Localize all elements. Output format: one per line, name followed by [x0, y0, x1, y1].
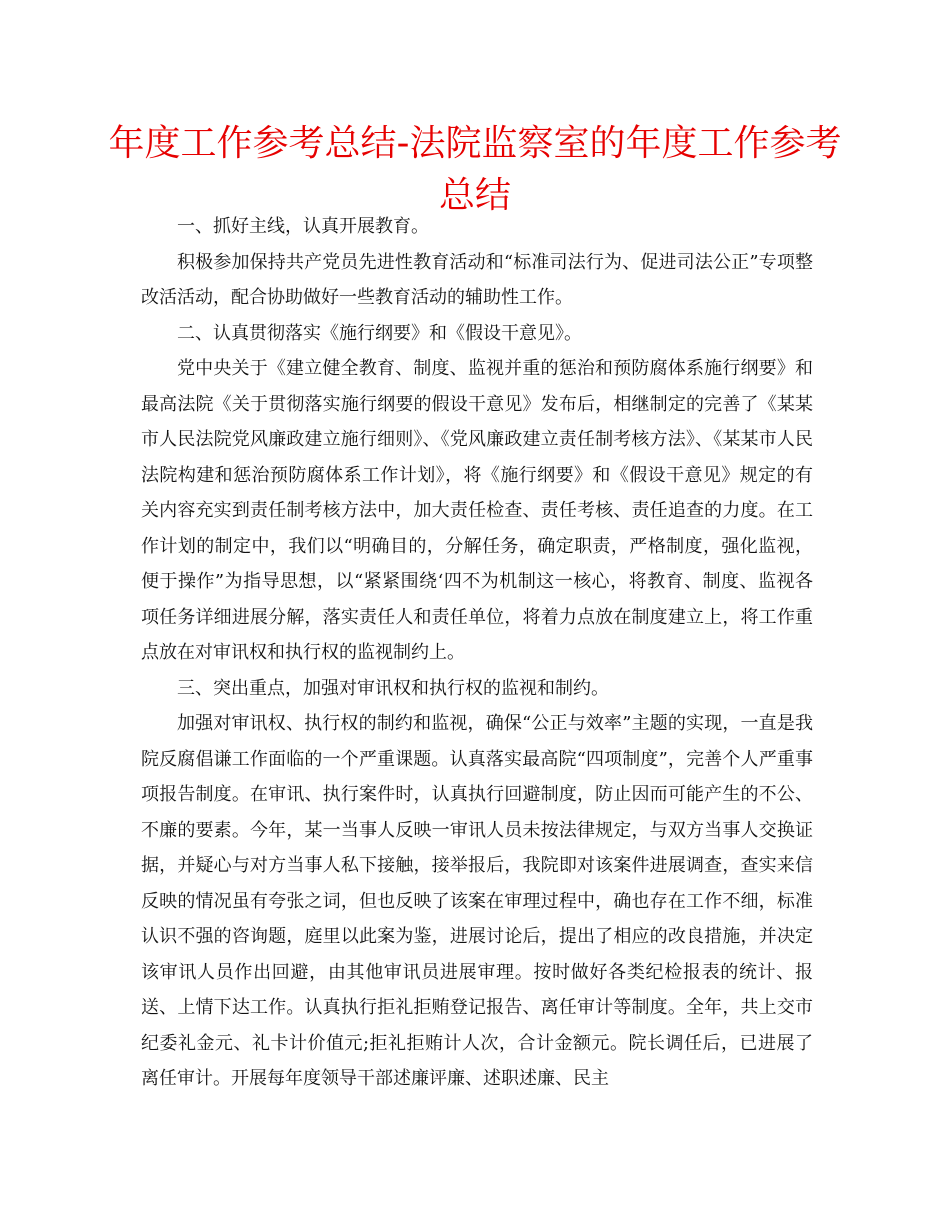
paragraph: 党中央关于《建立健全教育、制度、监视并重的惩治和预防腐体系施行纲要》和最高法院《关于贯彻落实施行纲要的假设干意见》发布后，相继制定的完善了《某某市人民法院党风廉政建立施行细则》、《党风廉政建立责任制考核方法》、《某某市人民法院构建和惩治预防腐体系工作计划》，将《施行纲要》和《假设干意见》规定的有关内容充实到责任制考核方法中，加大责任检查、责任考核、责任追查的力度。在工作计划的制定中，我们以“明确目的，分解任务，确定职责，严格制度，强化监视，便于操作”为指导思想，以“紧紧围绕‘四不为机制这一核心，将教育、制度、监视各项任务详细进展分解，落实责任人和责任单位，将着力点放在制度建立上，将工作重点放在对审讯权和执行权的监视制约上。: [141, 358, 813, 663]
document-title: 年度工作参考总结-法院监察室的年度工作参考总结: [108, 123, 842, 216]
document-body: [141, 209, 813, 1097]
paragraph: 加强对审讯权、执行权的制约和监视，确保“公正与效率”主题的实现，一直是我院反腐倡谦工作面临的一个严重课题。认真落实最高院“四项制度”，完善个人严重事项报告制度。在审讯、执行案件时，认真执行回避制度，防止因而可能产生的不公、不廉的要素。今年，某一当事人反映一审讯人员未按法律规定，与双方当事人交换证据，并疑心与对方当事人私下接触，接举报后，我院即对该案件进展调查，查实来信反映的情况虽有夸张之词，但也反映了该案在审理过程中，确也存在工作不细，标准认识不强的咨询题，庭里以此案为鉴，进展讨论后，提出了相应的改良措施，并决定该审讯人员作出回避，由其他审讯员进展审理。按时做好各类纪检报表的统计、报送、上情下达工作。认真执行拒礼拒贿登记报告、离任审计等制度。全年，共上交市纪委礼金元、礼卡计价值元;拒礼拒贿计人次，合计金额元。院长调任后，已进展了离任审计。开展每年度领导干部述廉评廉、述职述廉、民主: [141, 713, 813, 1089]
paragraph-heading-1: 一、抓好主线，认真开展教育。: [177, 216, 429, 237]
paragraph-heading-3: 三、突出重点，加强对审讯权和执行权的监视和制约。: [177, 677, 609, 699]
paragraph-heading-2: 二、认真贯彻落实《施行纲要》和《假设干意见》。: [177, 322, 582, 344]
paragraph: 积极参加保持共产党员先进性教育活动和“标准司法行为、促进司法公正”专项整改活活动，配合协助做好一些教育活动的辅助性工作。: [141, 251, 813, 308]
